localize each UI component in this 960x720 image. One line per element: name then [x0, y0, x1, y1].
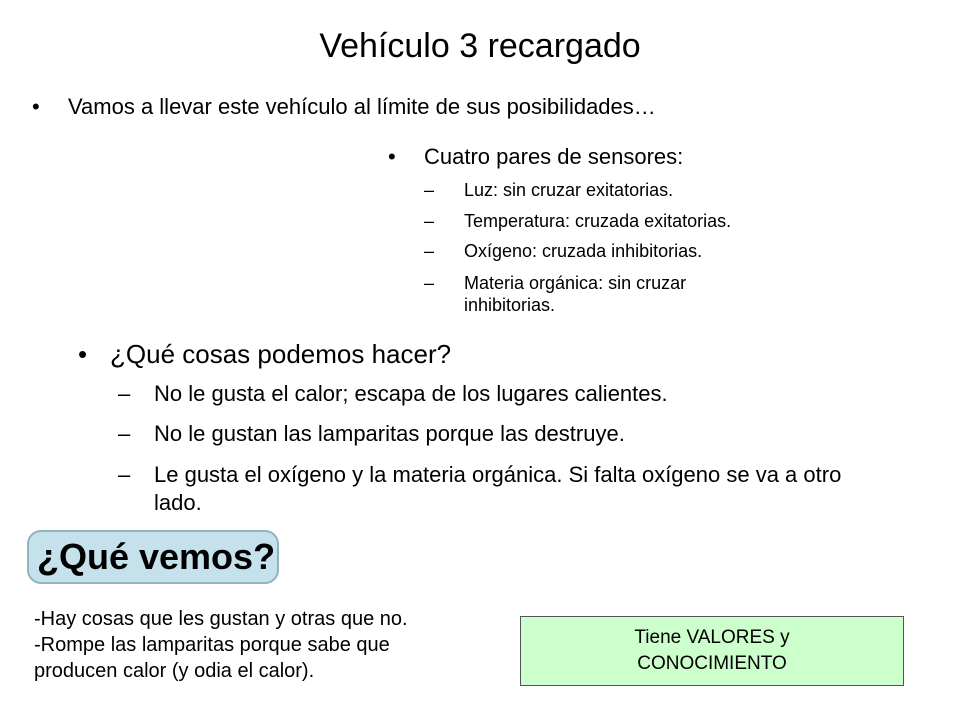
answer-item-oxygen [118, 461, 874, 517]
conclusion-box [520, 616, 904, 686]
answer-item-heat [118, 380, 874, 408]
answer-item-text: No le gustan las lamparitas porque las destruye. [154, 421, 625, 446]
answer-item-text: No le gusta el calor; escapa de los lugares calientes. [154, 381, 668, 406]
sensor-item-light [424, 179, 844, 201]
dash-marker: – [424, 273, 435, 293]
slide-title: Vehículo 3 recargado [319, 27, 641, 65]
question-bullet [78, 338, 451, 370]
conclusion-line-2: CONOCIMIENTO [637, 653, 787, 674]
answer-item-lamps [118, 420, 874, 448]
sensor-item-text: Temperatura: cruzada exitatorias. [464, 211, 732, 231]
observation-line: -Hay cosas que les gustan y otras que no. [34, 608, 408, 630]
answer-item-text: Le gusta el oxígeno y la materia orgánica. Si falta oxígeno se va a otro lado. [154, 462, 842, 515]
dash-marker: – [118, 421, 131, 446]
sensor-item-oxygen [424, 240, 844, 262]
observation-line: -Rompe las lamparitas porque sabe que [34, 634, 390, 656]
sensor-item-text: Luz: sin cruzar exitatorias. [464, 180, 674, 200]
intro-text: Vamos a llevar este vehículo al límite de sus posibilidades… [68, 94, 656, 119]
sensor-item-temperature [424, 210, 844, 232]
sensors-heading-text: Cuatro pares de sensores: [424, 144, 684, 169]
dash-marker: – [424, 241, 435, 261]
dash-marker: – [118, 381, 131, 406]
what-do-we-see-callout: ¿Qué vemos? [27, 530, 279, 584]
dash-marker: – [118, 462, 131, 487]
dash-marker: – [424, 180, 435, 200]
observations-text [34, 606, 504, 684]
observation-line: producen calor (y odia el calor). [34, 660, 315, 682]
dash-marker: – [424, 211, 435, 231]
sensor-item-text: Oxígeno: cruzada inhibitorias. [464, 241, 703, 261]
sensor-item-organic-matter [424, 272, 764, 316]
bullet-dot: • [78, 339, 88, 369]
question-text: ¿Qué cosas podemos hacer? [110, 339, 452, 369]
conclusion-line-1: Tiene VALORES y [634, 627, 790, 648]
bullet-dot: • [32, 94, 40, 119]
sensor-item-text: Materia orgánica: sin cruzar inhibitorias. [464, 273, 687, 315]
intro-bullet [32, 93, 656, 121]
bullet-dot: • [388, 144, 396, 169]
sensors-heading [388, 143, 683, 171]
